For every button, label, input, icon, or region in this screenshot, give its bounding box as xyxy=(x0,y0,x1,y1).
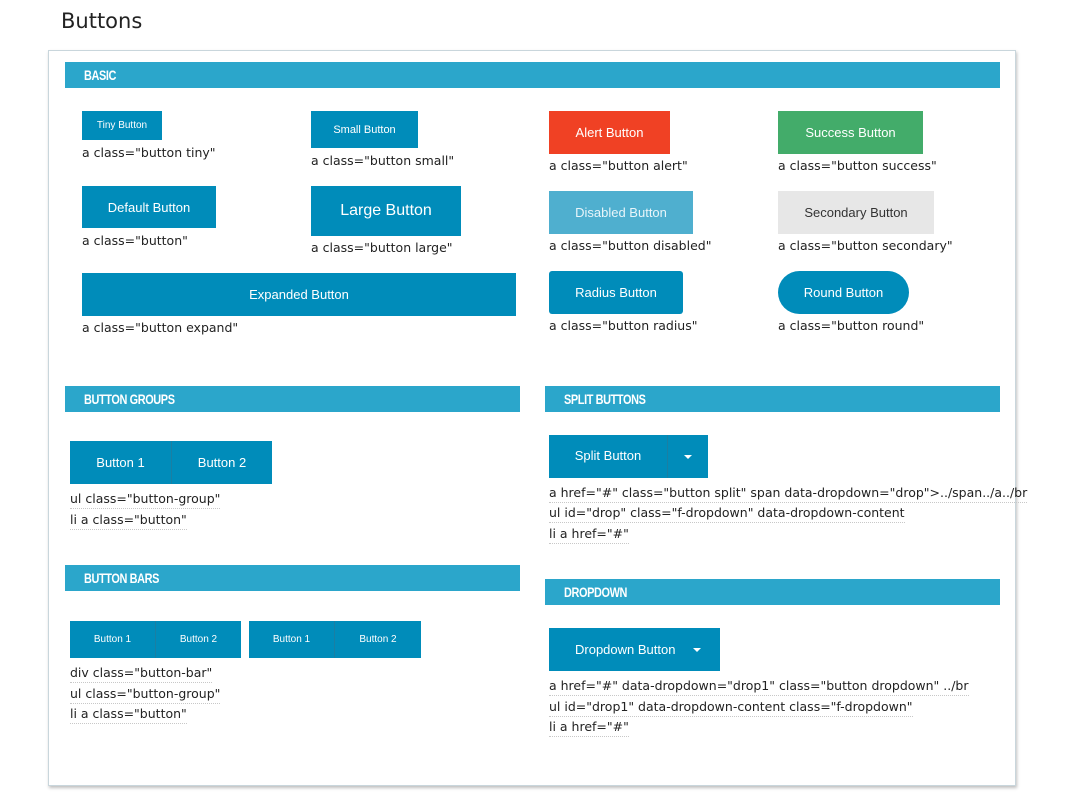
disabled-button: Disabled Button xyxy=(549,191,693,234)
tiny-button[interactable]: Tiny Button xyxy=(82,111,162,140)
alert-button[interactable]: Alert Button xyxy=(549,111,670,154)
section-header-button-groups: BUTTON GROUPS xyxy=(65,386,520,412)
round-button[interactable]: Round Button xyxy=(778,271,909,314)
page-title: Buttons xyxy=(61,9,143,33)
group-button-1[interactable]: Button 1 xyxy=(70,441,171,484)
button-group-code-1: ul class="button-group" xyxy=(70,489,220,509)
bar-group1-button-1[interactable]: Button 1 xyxy=(70,621,155,658)
dropdown-code-3: li a href="#" xyxy=(549,717,629,737)
expanded-button-code: a class="button expand" xyxy=(82,320,239,335)
expanded-button[interactable]: Expanded Button xyxy=(82,273,516,316)
bar-group1-button-2[interactable]: Button 2 xyxy=(156,621,241,658)
secondary-button-code: a class="button secondary" xyxy=(778,238,953,253)
button-bar-code-2: ul class="button-group" xyxy=(70,684,220,704)
dropdown-code-1: a href="#" data-dropdown="drop1" class="button dropdown" ../br xyxy=(549,676,969,696)
tiny-button-code: a class="button tiny" xyxy=(82,145,216,160)
bar-group2-button-2[interactable]: Button 2 xyxy=(335,621,421,658)
alert-button-code: a class="button alert" xyxy=(549,158,688,173)
small-button-code: a class="button small" xyxy=(311,153,455,168)
large-button-code: a class="button large" xyxy=(311,240,453,255)
button-bar-code-3: li a class="button" xyxy=(70,704,187,724)
success-button-code: a class="button success" xyxy=(778,158,937,173)
dropdown-code-2: ul id="drop1" data-dropdown-content class="f-dropdown" xyxy=(549,697,913,717)
section-header-split-buttons: SPLIT BUTTONS xyxy=(545,386,1000,412)
button-group xyxy=(70,441,272,484)
button-bar-group-2 xyxy=(249,621,421,658)
group-button-2[interactable]: Button 2 xyxy=(172,441,272,484)
section-header-dropdown: DROPDOWN xyxy=(545,579,1000,605)
button-bar-code-1: div class="button-bar" xyxy=(70,663,212,683)
secondary-button[interactable]: Secondary Button xyxy=(778,191,934,234)
button-bar-group-1 xyxy=(70,621,241,658)
round-button-code: a class="button round" xyxy=(778,318,925,333)
success-button[interactable]: Success Button xyxy=(778,111,923,154)
large-button[interactable]: Large Button xyxy=(311,186,461,236)
caret-down-icon xyxy=(693,648,701,652)
split-button xyxy=(549,435,708,478)
disabled-button-code: a class="button disabled" xyxy=(549,238,712,253)
button-group-code-2: li a class="button" xyxy=(70,510,187,530)
split-code-2: ul id="drop" class="f-dropdown" data-dropdown-content xyxy=(549,503,905,523)
split-code-3: li a href="#" xyxy=(549,524,629,544)
split-button-toggle[interactable] xyxy=(668,435,708,478)
split-button-main[interactable]: Split Button xyxy=(549,435,667,478)
radius-button-code: a class="button radius" xyxy=(549,318,698,333)
radius-button[interactable]: Radius Button xyxy=(549,271,683,314)
section-header-basic: BASIC xyxy=(65,62,1000,88)
split-code-1: a href="#" class="button split" span data-dropdown="drop">../span../a../br xyxy=(549,483,1027,503)
default-button-code: a class="button" xyxy=(82,233,188,248)
dropdown-button-label: Dropdown Button xyxy=(575,642,676,657)
section-header-button-bars: BUTTON BARS xyxy=(65,565,520,591)
default-button[interactable]: Default Button xyxy=(82,186,216,228)
caret-down-icon xyxy=(684,455,692,459)
dropdown-button[interactable] xyxy=(549,628,720,671)
bar-group2-button-1[interactable]: Button 1 xyxy=(249,621,334,658)
small-button[interactable]: Small Button xyxy=(311,111,418,148)
